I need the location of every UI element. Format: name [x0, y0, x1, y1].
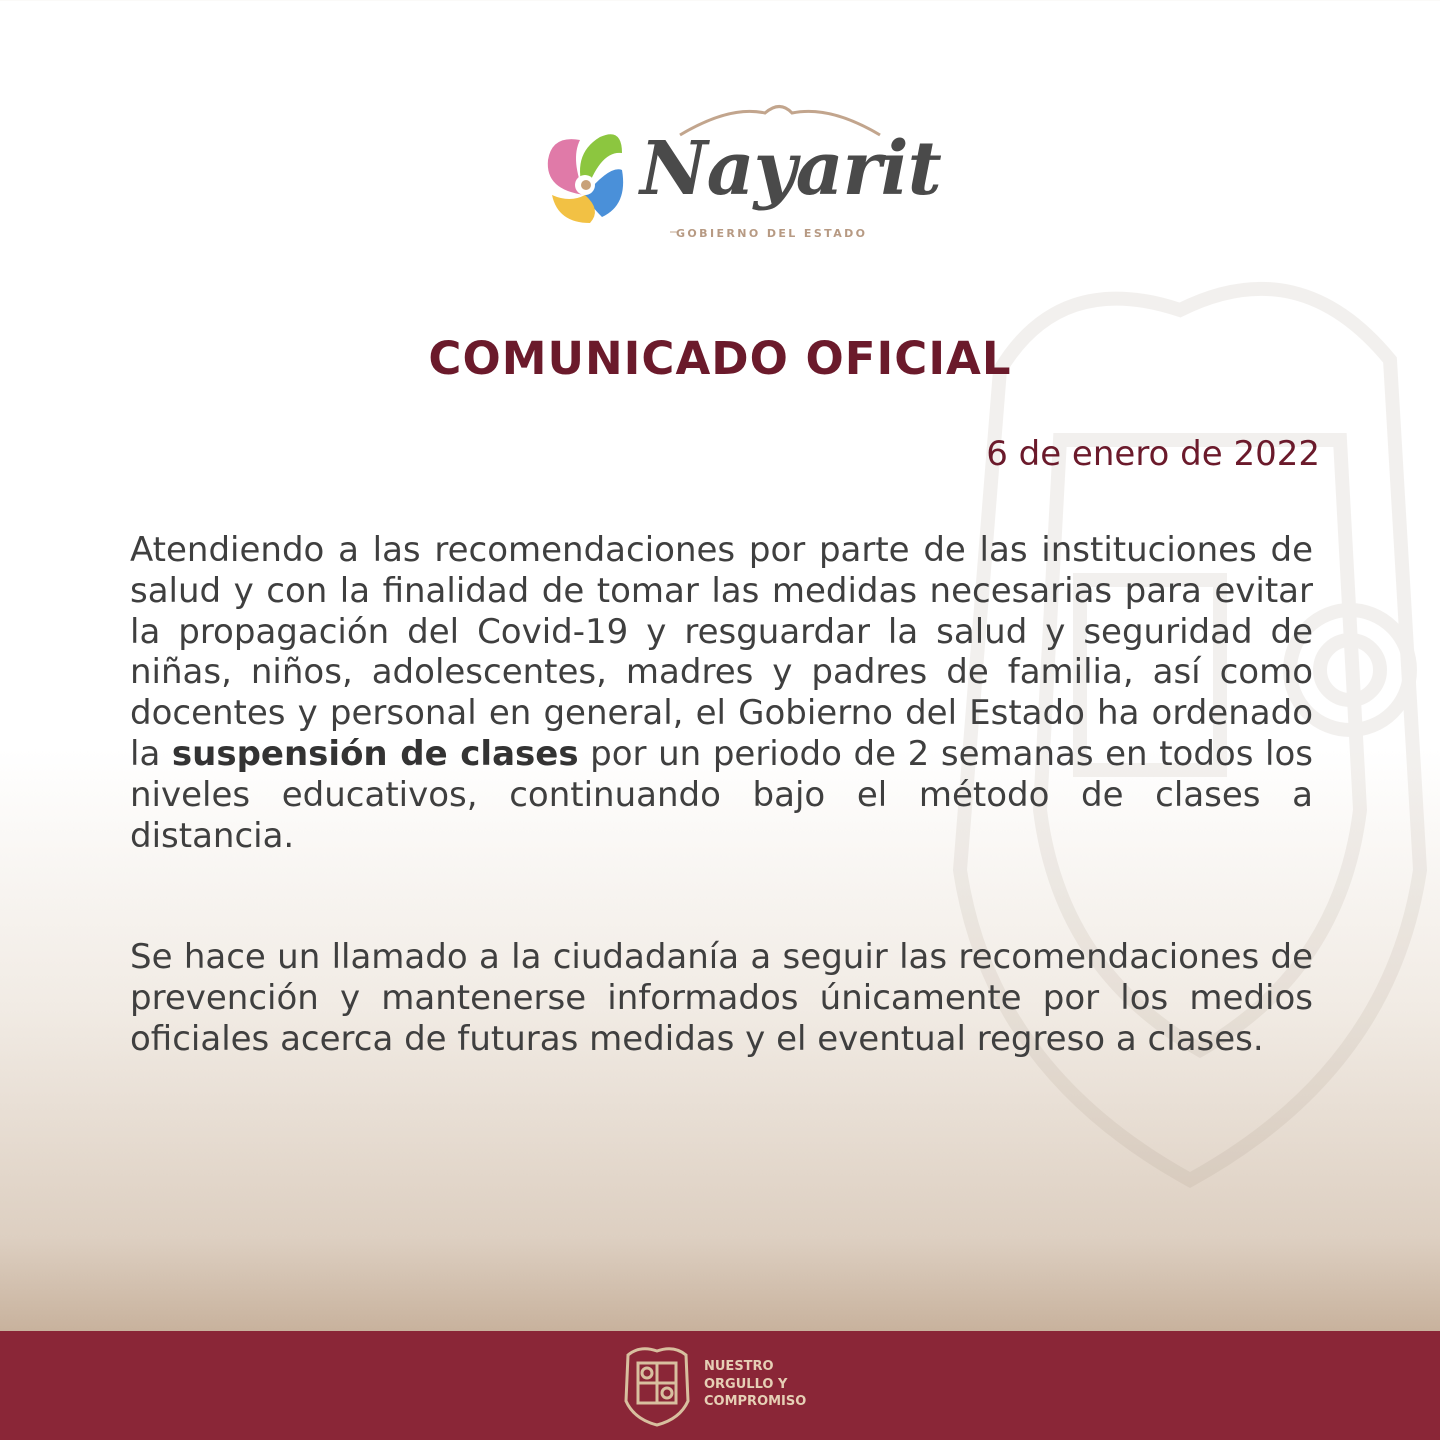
- slogan-line-2: ORGULLO Y: [704, 1376, 788, 1392]
- paragraph-1-text-end: por un periodo de 2 semanas en todos los niveles educativos, continuando bajo el método de clases a distancia.: [130, 733, 1313, 856]
- page-title: COMUNICADO OFICIAL: [428, 332, 1012, 385]
- logo-subtitle: GOBIERNO DEL ESTADO: [676, 227, 868, 240]
- slogan-line-3: COMPROMISO: [704, 1394, 807, 1409]
- logo-wordmark: Nayarit: [640, 126, 941, 212]
- state-seal-icon: [620, 1343, 694, 1427]
- nayarit-swirl-logo-icon: [548, 134, 623, 223]
- date-label: 6 de enero de 2022: [986, 434, 1320, 474]
- paragraph-1-text-start: Atendiendo a las recomendaciones por parte de las instituciones de salud y con la finalidad de tomar las medidas necesarias para evitar la propagación del Covid-19 y resguardar la salud y seguridad de niñas, niños, adolescentes, madres y padres de familia, así como docentes y personal en general, el Gobierno del Estado ha ordenado la: [130, 530, 1313, 774]
- paragraph-1: [130, 530, 1313, 856]
- footer-slogan: [704, 1358, 806, 1411]
- paragraph-2: Se hace un llamado a la ciudadanía a seguir las recomendaciones de prevención y mantenerse informados únicamente por los medios oficiales acerca de futuras medidas y el eventual regreso a clases.: [130, 937, 1313, 1059]
- slogan-line-1: NUESTRO: [704, 1359, 774, 1374]
- paragraph-1-emphasis: suspensión de clases: [171, 733, 579, 774]
